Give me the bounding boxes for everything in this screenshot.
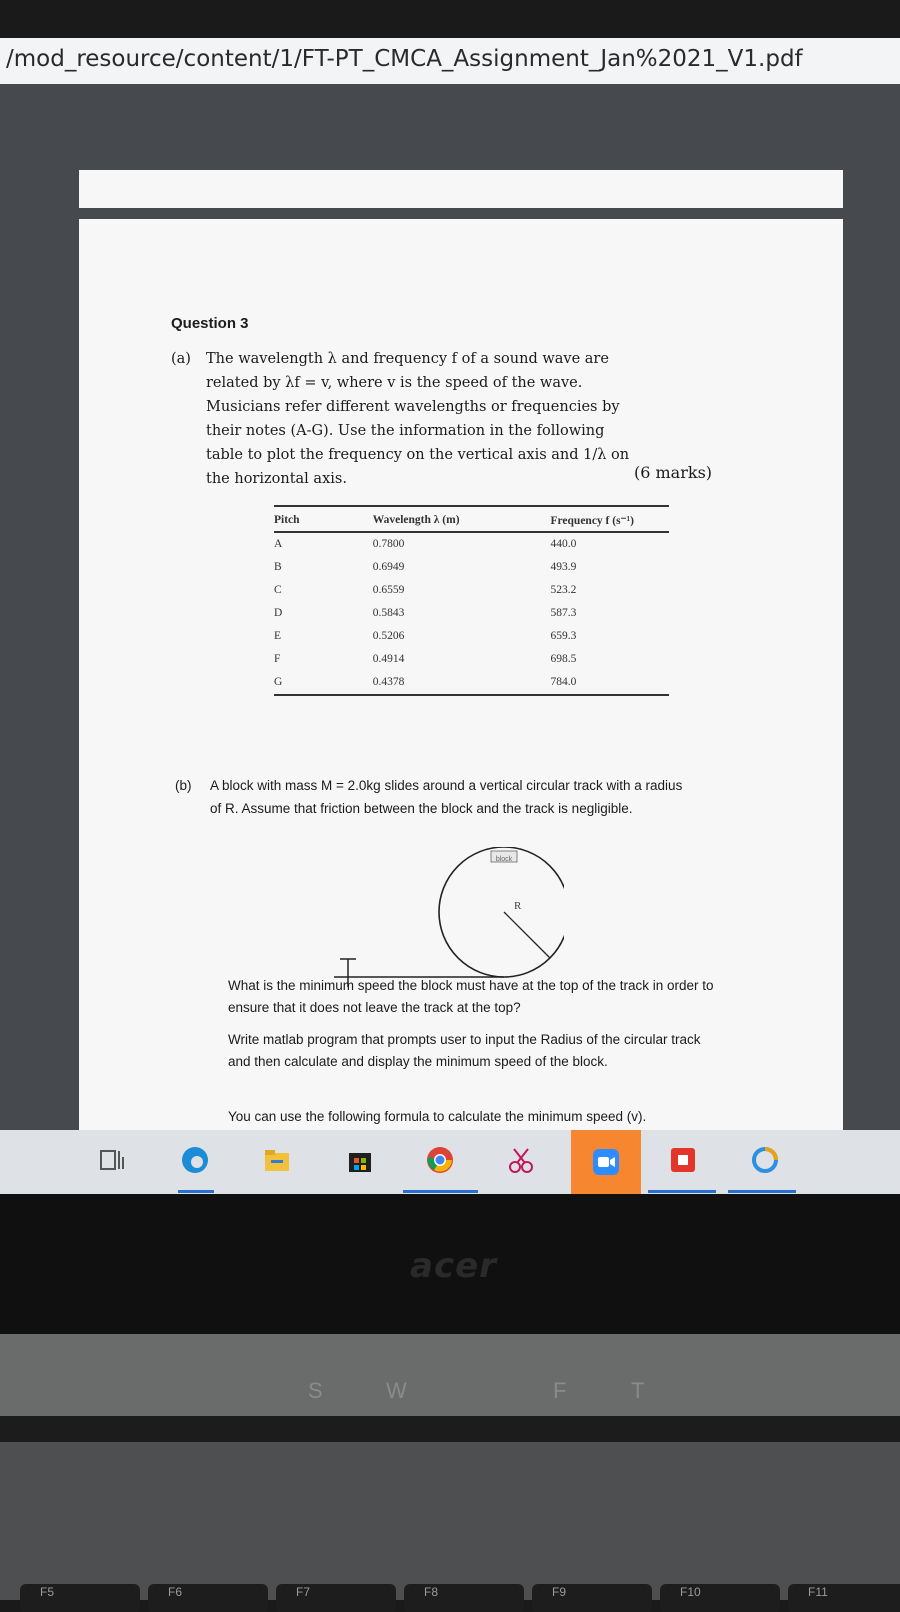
- address-url[interactable]: /mod_resource/content/1/FT-PT_CMCA_Assignment_Jan%2021_V1.pdf: [6, 46, 803, 72]
- key-f6[interactable]: [148, 1584, 268, 1612]
- frequency-cell: 659.3: [550, 630, 577, 642]
- pitch-cell: G: [274, 671, 373, 695]
- part-a-marks: (6 marks): [634, 463, 713, 482]
- key-label: F10: [680, 1585, 701, 1599]
- wavelength-cell: 0.4378: [373, 671, 551, 695]
- hinge-label: W: [386, 1378, 407, 1403]
- wavelength-cell: 0.5843: [372, 607, 405, 619]
- running-indicator: [403, 1190, 478, 1193]
- frequency-cell: 587.3: [550, 607, 577, 619]
- frequency-cell: 698.5: [550, 653, 577, 665]
- part-b-question-2: Write matlab program that prompts user to input the Radius of the circular track and then calculate and display the minimum speed of the block.: [228, 1032, 701, 1069]
- table-row: [274, 532, 669, 556]
- pitch-cell: C: [274, 584, 282, 596]
- wavelength-cell: 0.7800: [372, 538, 405, 550]
- table-row: [274, 556, 669, 579]
- file-explorer-icon[interactable]: [262, 1145, 292, 1175]
- task-view-icon[interactable]: [98, 1145, 128, 1175]
- key-f5[interactable]: [20, 1584, 140, 1612]
- hinge-label: F: [553, 1378, 567, 1403]
- circular-track-diagram: [334, 847, 564, 987]
- wavelength-cell: 0.5206: [372, 630, 405, 642]
- wavelength-cell: 0.6559: [372, 584, 405, 596]
- laptop-hinge: [0, 1334, 900, 1416]
- table-row: [274, 602, 669, 625]
- key-label: F7: [296, 1585, 311, 1599]
- col-header-pitch: Pitch: [274, 506, 373, 532]
- wavelength-cell: 0.6949: [372, 561, 405, 573]
- hinge-label: S: [308, 1378, 323, 1403]
- col-header-frequency: Frequency f (s⁻¹): [551, 506, 670, 532]
- key-f8[interactable]: [404, 1584, 524, 1612]
- running-indicator: [728, 1190, 796, 1193]
- part-b-label: (b): [175, 778, 192, 793]
- frequency-cell: 523.2: [550, 584, 577, 596]
- key-label: F9: [552, 1585, 567, 1599]
- hinge-label: T: [631, 1378, 645, 1403]
- table-row: [274, 579, 669, 602]
- key-label: F5: [40, 1585, 55, 1599]
- radius-line: [504, 912, 550, 958]
- active-app-highlight[interactable]: [571, 1130, 641, 1194]
- key-label: F11: [808, 1585, 828, 1599]
- frequency-cell: 784.0: [551, 671, 670, 695]
- edge-icon[interactable]: [180, 1145, 210, 1175]
- block-label: block: [495, 856, 513, 863]
- pdf-page: [79, 219, 843, 1214]
- pitch-cell: B: [274, 561, 282, 573]
- running-indicator: [648, 1190, 716, 1193]
- part-a-label: (a): [171, 351, 191, 367]
- keyboard-deck: [0, 1442, 900, 1600]
- table-row: [274, 648, 669, 671]
- pitch-cell: A: [274, 538, 283, 550]
- wavelength-cell: 0.4914: [372, 653, 405, 665]
- table-header-row: [274, 506, 669, 532]
- laptop-bezel: [0, 1194, 900, 1334]
- table-row: [274, 671, 669, 695]
- key-label: F8: [424, 1585, 439, 1599]
- frequency-cell: 493.9: [550, 561, 577, 573]
- pitch-table: [274, 505, 669, 696]
- brand-logo: acer: [410, 1246, 497, 1286]
- snip-icon[interactable]: [506, 1145, 536, 1175]
- cortana-icon[interactable]: [750, 1145, 780, 1175]
- frequency-cell: 440.0: [550, 538, 577, 550]
- table-row: [274, 625, 669, 648]
- store-icon[interactable]: [345, 1145, 375, 1175]
- pitch-cell: E: [274, 630, 282, 642]
- pitch-cell: D: [274, 607, 283, 619]
- part-b-question-1: What is the minimum speed the block must have at the top of the track in order to ensure that it does not leave the track at the top?: [228, 978, 714, 1015]
- part-b-text: A block with mass M = 2.0kg slides around a vertical circular track with a radius of R. Assume that friction between the block and the track is negligible.: [210, 778, 683, 816]
- part-b-question-3: You can use the following formula to calculate the minimum speed (v).: [228, 1109, 647, 1124]
- key-f9[interactable]: [532, 1584, 652, 1612]
- laptop-hinge-edge: [0, 1416, 900, 1442]
- key-label: F6: [168, 1585, 183, 1599]
- part-b: [175, 774, 695, 820]
- question-title: Question 3: [171, 315, 249, 332]
- chrome-icon[interactable]: [425, 1145, 455, 1175]
- key-f10[interactable]: [660, 1584, 780, 1612]
- radius-label: R: [514, 900, 522, 912]
- pdf-page-previous: [79, 170, 843, 208]
- circular-track: [439, 847, 564, 977]
- col-header-wavelength: Wavelength λ (m): [373, 506, 551, 532]
- office-icon[interactable]: [668, 1145, 698, 1175]
- part-a-text: The wavelength λ and frequency f of a sound wave are related by λf = v, where v is the speed of the wave. Musicians refer different wavelengths or frequencies by their notes (A-G). Use the information in the following table to plot the frequency on the vertical axis and 1/λ on the horizontal axis.: [206, 351, 630, 487]
- pdf-viewer[interactable]: [0, 84, 900, 1130]
- key-f11[interactable]: [788, 1584, 900, 1612]
- pitch-cell: F: [274, 653, 281, 665]
- pinned-indicator: [178, 1190, 214, 1193]
- address-bar[interactable]: [0, 38, 900, 85]
- taskbar: [0, 1130, 900, 1194]
- video-call-icon[interactable]: [591, 1147, 621, 1177]
- part-a: [171, 347, 633, 491]
- key-f7[interactable]: [276, 1584, 396, 1612]
